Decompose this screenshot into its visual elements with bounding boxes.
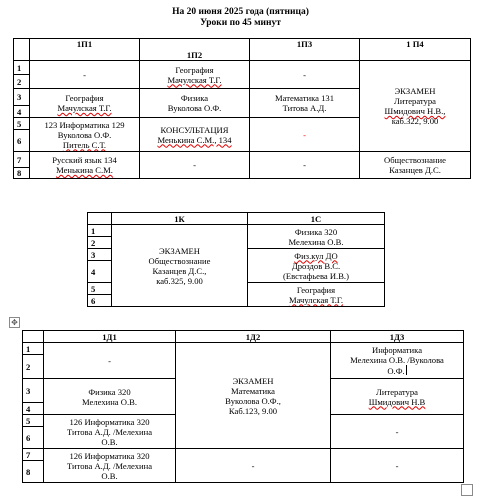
row-number: 8 [23,461,44,483]
cell: Русский язык 134 Менькина С.М. [30,152,140,179]
cell: - [331,449,464,483]
table-move-handle-icon[interactable]: ✥ [9,317,20,328]
cell: ЭКЗАМЕН Математика Вуколова О.Ф., Каб.123, 9.00 [176,343,331,449]
cell: Обществознание Казанцев Д.С. [360,152,471,179]
schedule-table-ks [87,212,385,307]
cell: Физика 320 Мелехина О.В. [248,225,385,249]
row-number: 4 [14,106,30,118]
row-number: 7 [23,449,44,461]
cell: - [331,415,464,449]
cell: ЭКЗАМЕН Обществознание Казанцев Д.С., каб.325, 9.00 [112,225,248,307]
row-number: 7 [14,152,30,168]
schedule-table-p [13,38,471,179]
column-header: 1К [112,213,248,225]
cell: География Мачулская Т.Г. [248,283,385,307]
row-number: 6 [88,295,112,307]
table-resize-handle[interactable] [461,484,473,496]
cell: - [250,61,360,89]
cell: Физ.кул ДО Дроздов В.С. (Евстафьева И.В.) [248,249,385,283]
cell: Физика 320 Мелехина О.В. [44,379,176,415]
column-header: 1П1 [30,39,140,61]
row-number: 4 [88,261,112,283]
row-number: 4 [23,403,44,415]
cell[interactable]: Информатика Мелехина О.В. /Вуколова О.Ф. [331,343,464,379]
column-header: 1П3 [250,39,360,61]
cell: 126 Информатика 320 Титова А.Д. /Мелехина О.В. [44,449,176,483]
cell: География Мачулская Т.Г. [30,89,140,118]
column-header: 1Д2 [176,331,331,343]
cell: - [176,449,331,483]
row-number: 3 [14,89,30,106]
row-number: 6 [14,130,30,152]
cell: - [30,61,140,89]
row-number: 3 [23,379,44,403]
row-number: 5 [23,415,44,427]
row-number: 3 [88,249,112,261]
column-header: 1 П4 [360,39,471,61]
column-header: 1Д1 [44,331,176,343]
column-header: 1П2 [140,39,250,61]
cell: Математика 131 Титова А.Д. [250,89,360,118]
row-number: 5 [88,283,112,295]
row-number: 2 [14,75,30,89]
row-number: 2 [23,355,44,379]
row-number: 6 [23,427,44,449]
cell: 123 Информатика 129 Вуколова О.Ф. Питель С.Т. [30,118,140,152]
row-number: 1 [88,225,112,237]
column-header: 1Д3 [331,331,464,343]
cell: - [44,343,176,379]
cell: КОНСУЛЬТАЦИЯ Менькина С.М., 134 [140,118,250,152]
cell: География Мачулская Т.Г. [140,61,250,89]
cell: 126 Информатика 320 Титова А.Д. /Мелехина О.В. [44,415,176,449]
row-number: 8 [14,168,30,179]
row-number: 2 [88,237,112,249]
row-number: 1 [14,61,30,75]
cell: Литература Шмидович Н.В [331,379,464,415]
row-number: 5 [14,118,30,130]
document-subtitle: Уроки по 45 минут [200,18,281,28]
column-header: 1С [248,213,385,225]
cell: ЭКЗАМЕН Литература Шмидович Н.В., каб.322, 9.00 [360,61,471,152]
schedule-table-d [22,330,464,483]
cell: - [250,118,360,152]
row-number: 1 [23,343,44,355]
document-title: На 20 июня 2025 года (пятница) [172,7,309,17]
text-cursor [406,365,407,375]
cell: - [140,152,250,179]
cell: Физика Вуколова О.Ф. [140,89,250,118]
cell: - [250,152,360,179]
